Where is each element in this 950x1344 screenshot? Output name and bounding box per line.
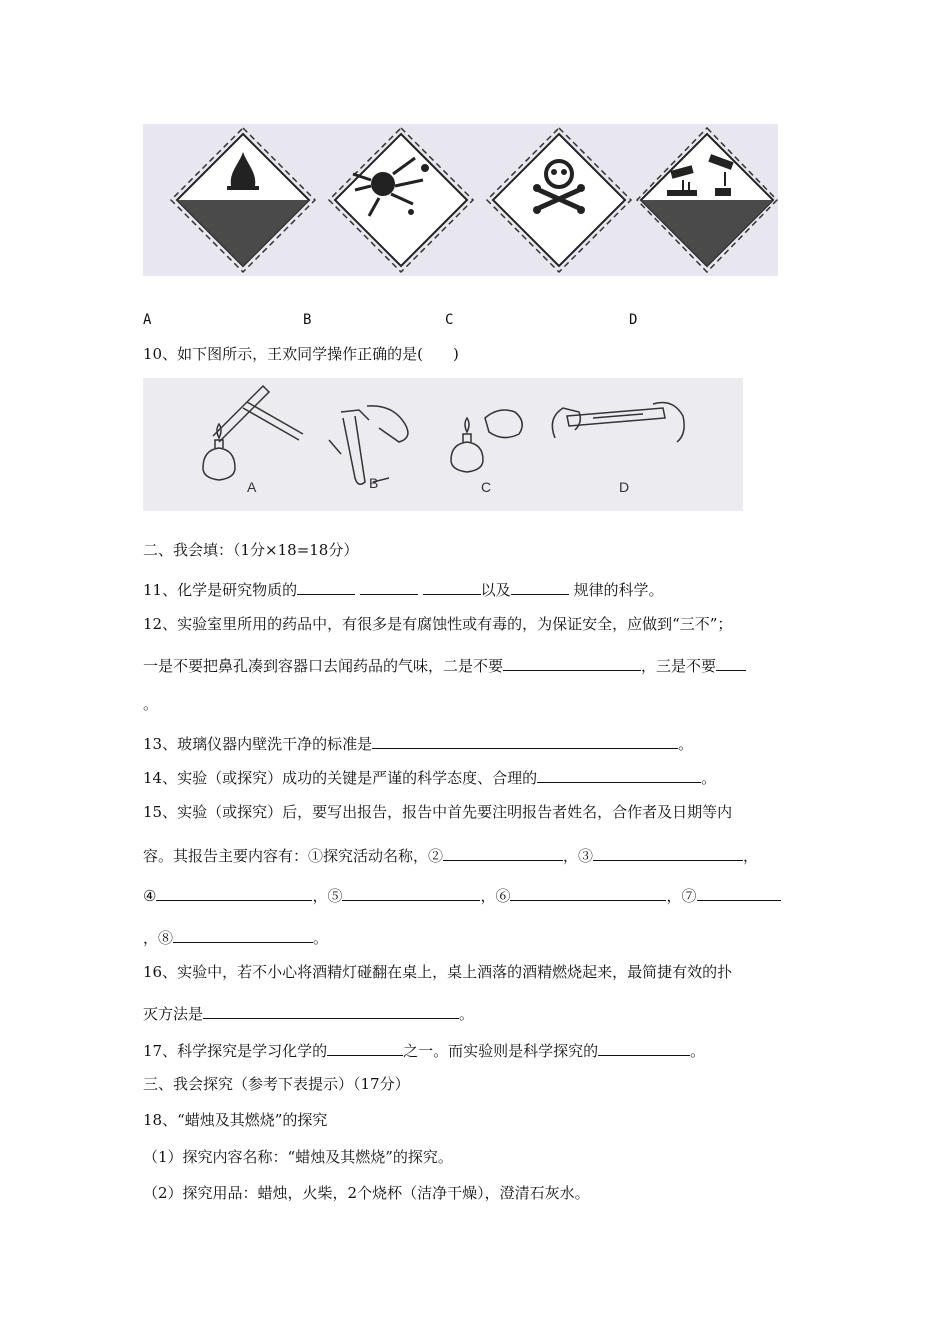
option-b-shaking-icon: [329, 406, 408, 484]
q17-text-1: 17、科学探究是学习化学的: [143, 1042, 328, 1060]
q15-blank-5[interactable]: [342, 884, 480, 901]
lab-operations-svg: [143, 378, 743, 511]
question-10: 10、如下图所示，王欢同学操作正确的是( ): [143, 345, 459, 363]
option-d-holding-icon: [552, 403, 684, 443]
q15-text-4: ④: [143, 887, 157, 905]
q17-blank-1[interactable]: [327, 1039, 403, 1056]
option-b-label: B: [369, 475, 379, 491]
q11-blank-4[interactable]: [511, 578, 569, 595]
q15-text-2: ，③: [563, 847, 594, 865]
q14-text-1: 14、实验（或探究）成功的关键是严谨的科学态度、合理的: [143, 769, 538, 787]
q15-blank-8[interactable]: [173, 926, 313, 943]
q16-blank-1[interactable]: [203, 1002, 459, 1019]
question-17: [143, 1039, 705, 1061]
question-16-line-1: 16、实验中，若不小心将酒精灯碰翻在桌上，桌上酒落的酒精燃烧起来，最简捷有效的扑: [143, 963, 733, 981]
q12-blank-1[interactable]: [503, 654, 641, 671]
q16-text-1: 灭方法是: [143, 1005, 204, 1023]
q15-text-3: ，: [743, 847, 759, 865]
question-12-line-1: 12、实验室里所用的药品中，有很多是有腐蚀性或有毒的，为保证安全，应做到“三不”；: [143, 615, 733, 633]
question-12-line-3: 。: [143, 695, 159, 713]
hazard-symbols-svg: [143, 124, 778, 276]
q17-text-2: 之一。而实验则是科学探究的: [403, 1042, 599, 1060]
toxic-icon: [487, 128, 631, 272]
question-18-item-1: （1）探究内容名称：“蜡烛及其燃烧”的探究。: [143, 1148, 453, 1166]
question-13: [143, 732, 693, 754]
q11-text-2: 以及: [480, 581, 511, 599]
q15-blank-7[interactable]: [697, 884, 781, 901]
hazard-symbols-figure: [143, 124, 778, 276]
question-15-line-3: [143, 884, 781, 906]
q15-text-9: 。: [313, 929, 329, 947]
q15-text-7: ，⑦: [666, 887, 697, 905]
q15-blank-2[interactable]: [443, 844, 563, 861]
q11-blank-2[interactable]: [360, 578, 418, 595]
q14-text-2: 。: [701, 769, 717, 787]
hazard-label-c: C: [445, 312, 454, 328]
q15-blank-3[interactable]: [593, 844, 743, 861]
explosive-icon: [329, 128, 473, 272]
q17-text-3: 。: [690, 1042, 706, 1060]
question-11: [143, 578, 663, 600]
q17-blank-2[interactable]: [598, 1039, 690, 1056]
corrosive-icon: [637, 128, 777, 272]
q12-blank-2[interactable]: [716, 654, 746, 671]
question-14: [143, 766, 716, 788]
q15-blank-6[interactable]: [510, 884, 666, 901]
q13-text-2: 。: [678, 735, 694, 753]
q15-text-8: ，⑧: [143, 929, 174, 947]
section-3-heading: 三、我会探究（参考下表提示）（17分）: [143, 1075, 410, 1093]
section-2-heading: 二、我会填：（1分×18=18分）: [143, 541, 359, 559]
flammable-icon: [171, 128, 315, 272]
q15-text-6: ，⑥: [480, 887, 511, 905]
q11-blank-3[interactable]: [423, 578, 481, 595]
q11-text-3: 规律的科学。: [568, 581, 664, 599]
option-a-heating-icon: [203, 386, 303, 480]
option-d-label: D: [619, 479, 630, 495]
q15-text-5: ，⑤: [312, 887, 343, 905]
q13-blank-1[interactable]: [372, 732, 678, 749]
q15-blank-4[interactable]: [156, 884, 312, 901]
question-16-line-2: [143, 1002, 474, 1024]
q16-text-2: 。: [459, 1005, 475, 1023]
q11-text-1: 11、化学是研究物质的: [143, 581, 298, 599]
option-c-label: C: [481, 479, 492, 495]
q12-text-2: ，三是不要: [641, 657, 717, 675]
question-12-line-2: [143, 654, 746, 676]
hazard-label-b: B: [303, 312, 312, 328]
q14-blank-1[interactable]: [537, 766, 701, 783]
question-18-item-2: （2）探究用品：蜡烛，火柴，2个烧杯（洁净干燥），澄清石灰水。: [143, 1184, 590, 1202]
lab-operations-figure: [143, 378, 743, 511]
question-15-line-2: [143, 844, 758, 866]
option-c-lighting-icon: [451, 410, 522, 472]
q15-text-1: 容。其报告主要内容有：①探究活动名称，②: [143, 847, 444, 865]
q11-blank-1[interactable]: [297, 578, 355, 595]
question-18-title: 18、“蜡烛及其燃烧”的探究: [143, 1111, 328, 1129]
option-a-label: A: [247, 479, 257, 495]
hazard-label-a: A: [143, 312, 152, 328]
q13-text-1: 13、玻璃仪器内壁洗干净的标准是: [143, 735, 373, 753]
question-15-line-1: 15、实验（或探究）后，要写出报告，报告中首先要注明报告者姓名，合作者及日期等内: [143, 803, 733, 821]
question-15-line-4: [143, 926, 328, 948]
hazard-label-d: D: [629, 312, 638, 328]
q12-text-1: 一是不要把鼻孔凑到容器口去闻药品的气味，二是不要: [143, 657, 504, 675]
